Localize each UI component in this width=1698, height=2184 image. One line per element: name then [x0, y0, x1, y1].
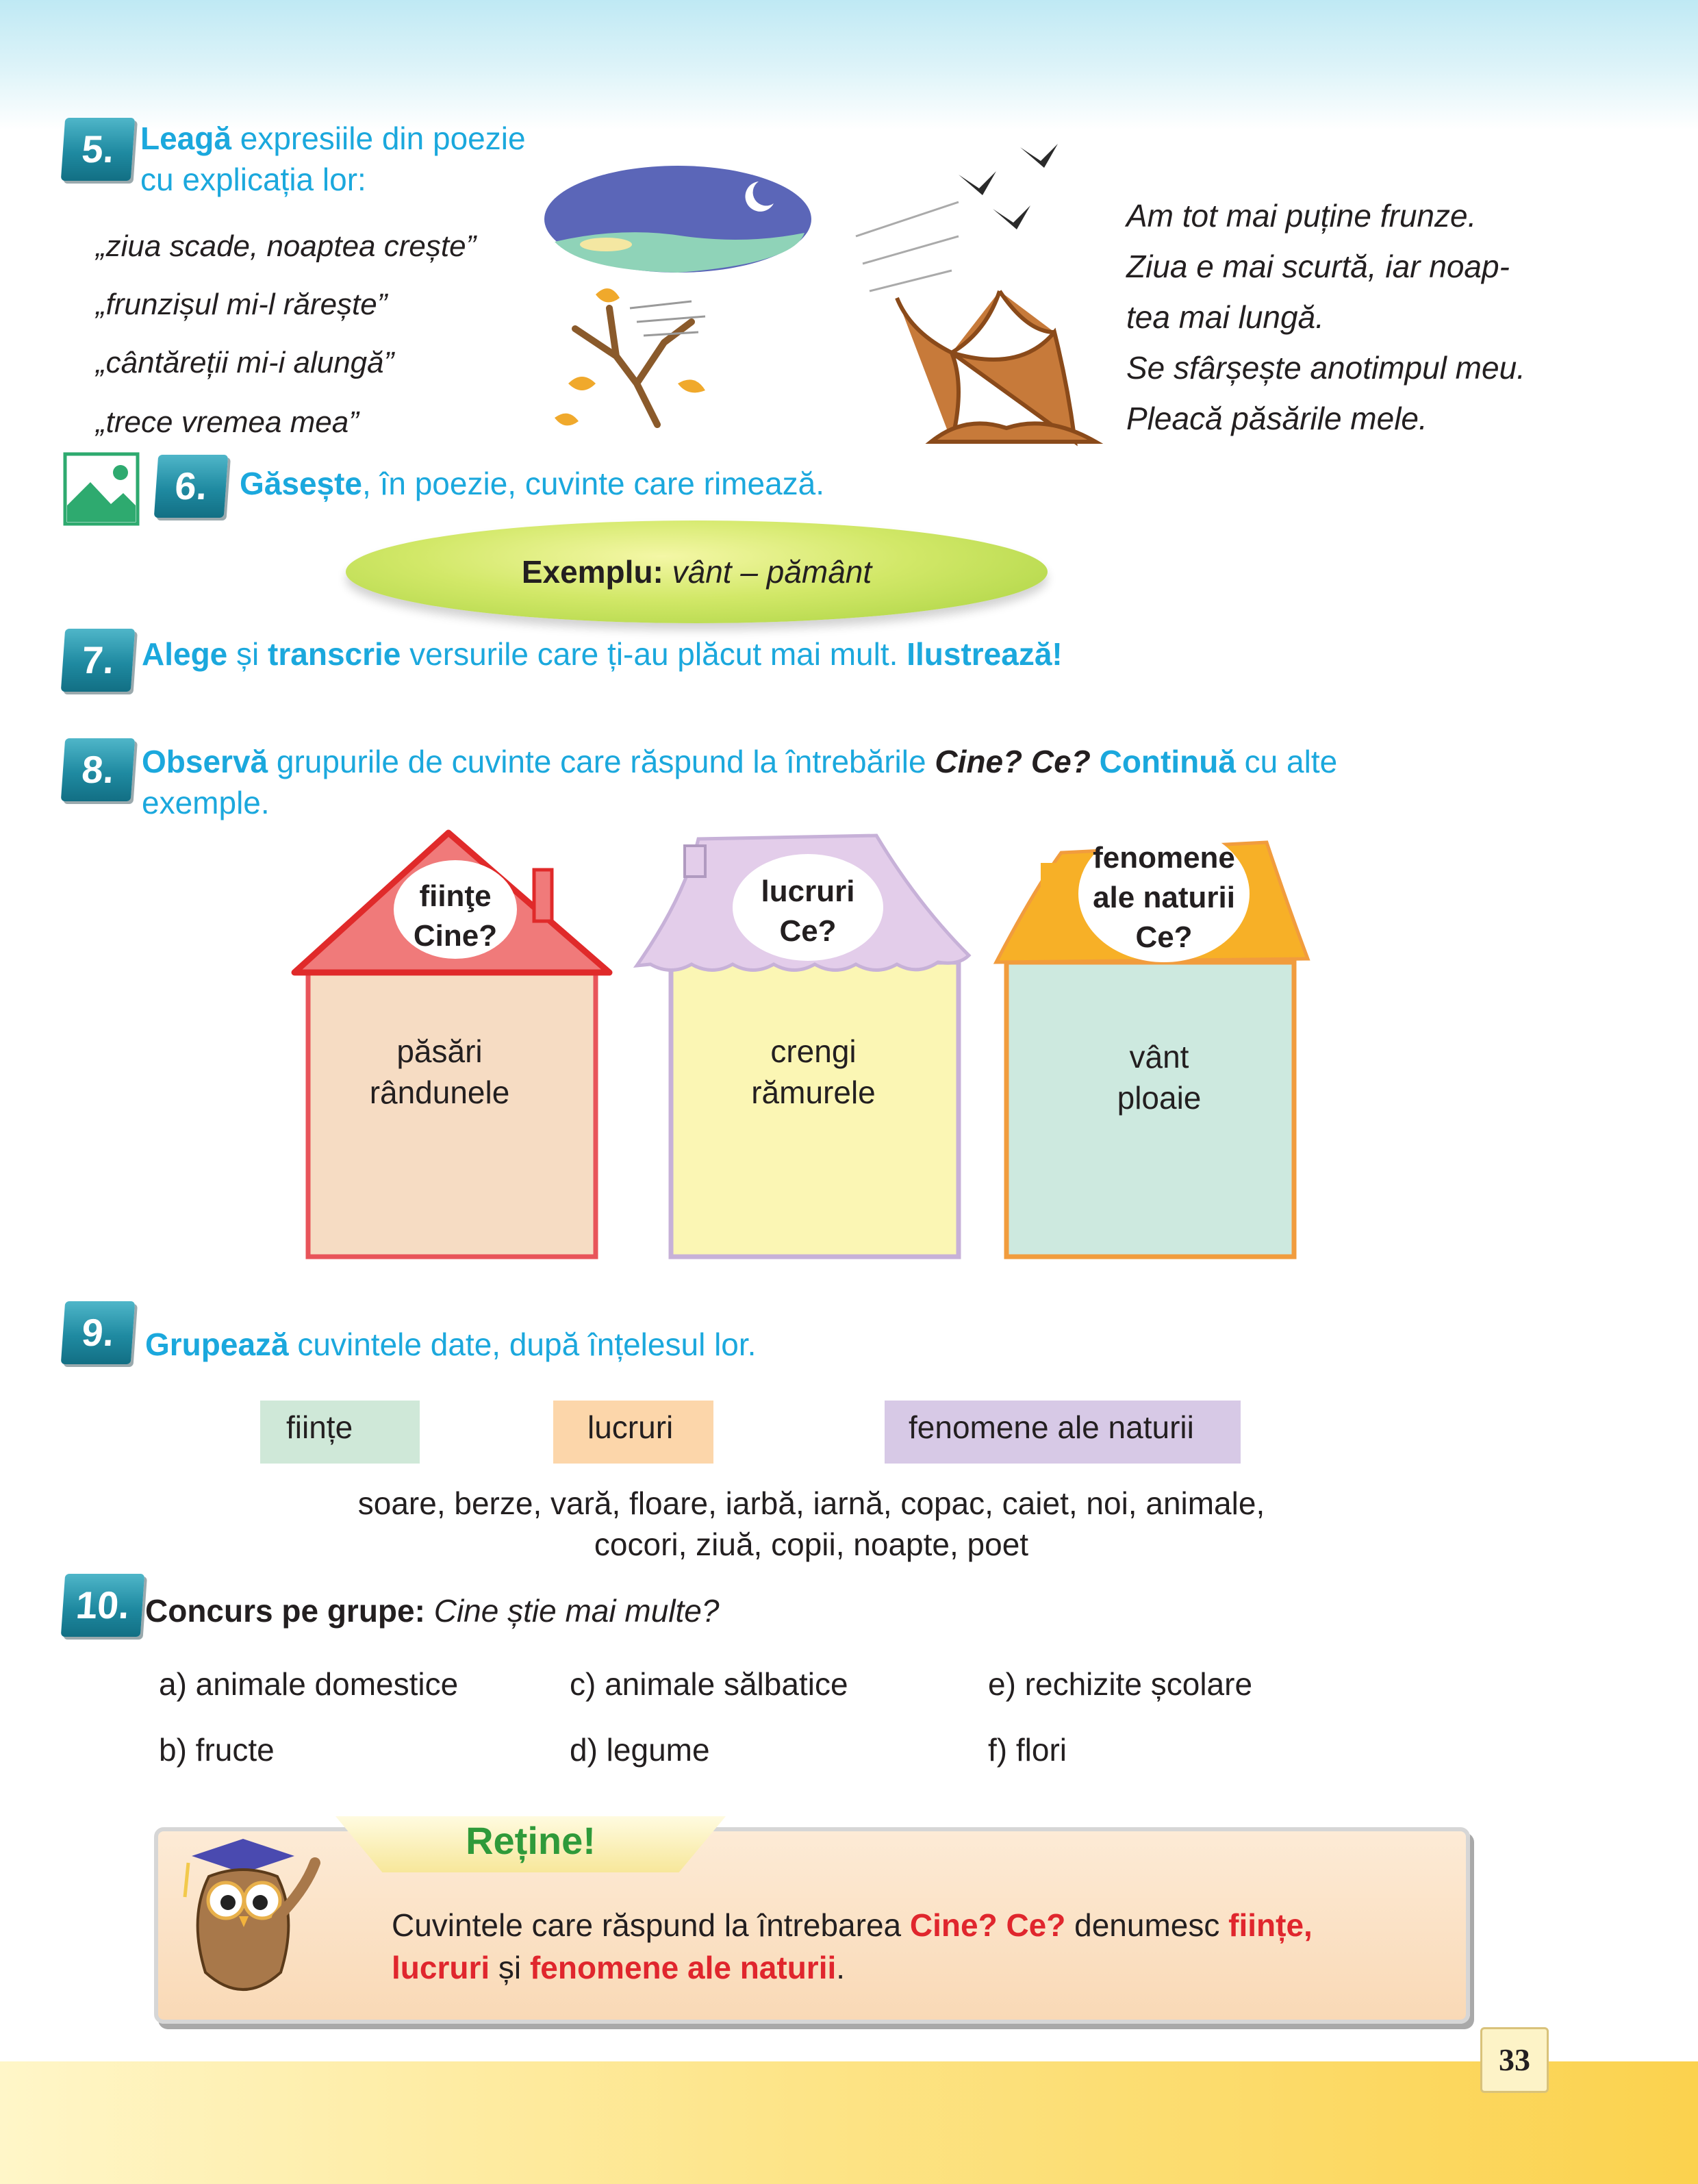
contest-item: d) legume [570, 1732, 710, 1768]
quote-2: „frunzișul mi-l rărește” [96, 288, 388, 321]
exercise-10-label: Concurs pe grupe: [145, 1593, 425, 1629]
page-number: 33 [1480, 2027, 1549, 2093]
retine-text [392, 1904, 1419, 1989]
exercise-8-verb-2: Continuă [1099, 744, 1236, 779]
house-3-roof-label [1075, 838, 1253, 957]
retine-highlight: Cine? Ce? [909, 1907, 1066, 1943]
exercise-9-number: 9. [61, 1301, 135, 1364]
exercise-5-verb: Leagă [140, 121, 231, 156]
house-3-category: fenomene [1093, 841, 1235, 875]
footer-band [0, 2061, 1698, 2184]
exercise-8-questions: Cine? Ce? [935, 744, 1091, 779]
house-3-words [1022, 1036, 1296, 1118]
exercise-5-line2: cu explicația lor: [140, 162, 366, 197]
exercise-10-instruction [145, 1592, 719, 1629]
exercise-5-instruction [140, 118, 526, 200]
exercise-7-verb-2: transcrie [268, 636, 401, 672]
moon-landscape-icon [541, 161, 815, 277]
house-word: păsări [396, 1033, 483, 1069]
exercise-10-question: Cine știe mai multe? [433, 1593, 720, 1629]
house-1-category: fiinţe [419, 879, 492, 913]
exercise-9-text: cuvintele date, după înțelesul lor. [288, 1327, 757, 1362]
quote-1: „ziua scade, noaptea crește” [96, 229, 477, 263]
exercise-7-verb-1: Alege [142, 636, 228, 672]
exercise-6-text: , în poezie, cuvinte care rimează. [362, 466, 825, 501]
house-2-roof-label [733, 872, 883, 951]
quote-4: „trece vremea mea” [96, 405, 359, 439]
house-2-words [676, 1031, 950, 1113]
house-1-words [303, 1031, 576, 1113]
retine-highlight: lucruri [392, 1950, 490, 1985]
owl-graduate-icon [168, 1835, 325, 2013]
poem-excerpt [1126, 190, 1525, 444]
exercise-7-number: 7. [61, 629, 135, 692]
retine-text-part: Cuvintele care răspund la întrebarea [392, 1907, 910, 1943]
exercise-5-text: expresiile din poezie [231, 121, 526, 156]
word-list-line-1: soare, berze, vară, floare, iarbă, iarnă, copac, caiet, noi, animale, [357, 1485, 1265, 1521]
exercise-7-verb-3: Ilustrează! [907, 636, 1063, 672]
contest-item: c) animale sălbatice [570, 1666, 848, 1702]
exercise-8-space [1091, 744, 1100, 779]
contest-item: b) fructe [159, 1732, 275, 1768]
exercise-7-text: și [227, 636, 268, 672]
category-lucruri: lucruri [553, 1401, 713, 1464]
poem-line: Se sfârșește anotimpul meu. [1126, 350, 1525, 386]
house-word: rămurele [751, 1075, 876, 1110]
category-fiinte: ființe [260, 1401, 420, 1464]
exercise-9-instruction [145, 1324, 756, 1365]
exercise-9-verb: Grupează [145, 1327, 289, 1362]
category-fenomene: fenomene ale naturii [885, 1401, 1241, 1464]
example-value: vânt – pământ [672, 554, 872, 590]
example-text [346, 553, 1048, 590]
exercise-8-text: grupurile de cuvinte care răspund la întrebările [268, 744, 935, 779]
poem-line: Ziua e mai scurtă, iar noap- [1126, 249, 1510, 284]
house-1-question: Cine? [413, 919, 498, 953]
house-2-question: Ce? [779, 914, 837, 948]
exercise-8-verb-1: Observă [142, 744, 268, 779]
exercise-8-text: cu alte [1235, 744, 1338, 779]
house-word: ploaie [1117, 1080, 1202, 1116]
bare-tree-birds-icon [849, 127, 1123, 449]
house-3-question: Ce? [1135, 920, 1193, 954]
exercise-10-number: 10. [61, 1574, 144, 1637]
house-word: vânt [1129, 1039, 1189, 1075]
house-word: crengi [770, 1033, 857, 1069]
contest-item: a) animale domestice [159, 1666, 459, 1702]
word-list [301, 1483, 1321, 1565]
poem-line: Am tot mai puține frunze. [1126, 198, 1477, 234]
quote-3: „cântăreții mi-i alungă” [96, 346, 394, 379]
retine-highlight: fenomene ale naturii [529, 1950, 837, 1985]
exercise-6-number: 6. [154, 455, 228, 518]
house-word: rândunele [369, 1075, 510, 1110]
exercise-8-instruction [142, 741, 1337, 823]
retine-highlight: ființe, [1228, 1907, 1313, 1943]
poem-line: Pleacă păsările mele. [1126, 401, 1428, 436]
house-3-category-2: ale naturii [1093, 881, 1235, 914]
exercise-8-number: 8. [61, 738, 135, 801]
windy-tree-icon [527, 281, 719, 438]
exercise-6-instruction [240, 463, 824, 504]
example-label: Exemplu: [521, 554, 663, 590]
retine-text-part: și [490, 1950, 530, 1985]
retine-text-part: . [836, 1950, 846, 1985]
exercise-8-line2: exemple. [142, 785, 270, 820]
retine-title: Reține! [466, 1819, 596, 1862]
contest-item: f) flori [988, 1732, 1067, 1768]
retine-text-part: denumesc [1065, 1907, 1229, 1943]
poem-line: tea mai lungă. [1126, 299, 1324, 335]
contest-item: e) rechizite școlare [988, 1666, 1253, 1702]
exercise-5-number: 5. [61, 118, 135, 181]
exercise-7-instruction [142, 633, 1063, 675]
header-band [0, 0, 1698, 130]
word-list-line-2: cocori, ziuă, copii, noapte, poet [594, 1527, 1029, 1562]
image-icon [63, 452, 140, 526]
house-2-category: lucruri [761, 875, 855, 908]
exercise-7-text: versurile care ți-au plăcut mai mult. [401, 636, 907, 672]
house-1-roof-label [387, 877, 524, 956]
exercise-6-verb: Găsește [240, 466, 363, 501]
